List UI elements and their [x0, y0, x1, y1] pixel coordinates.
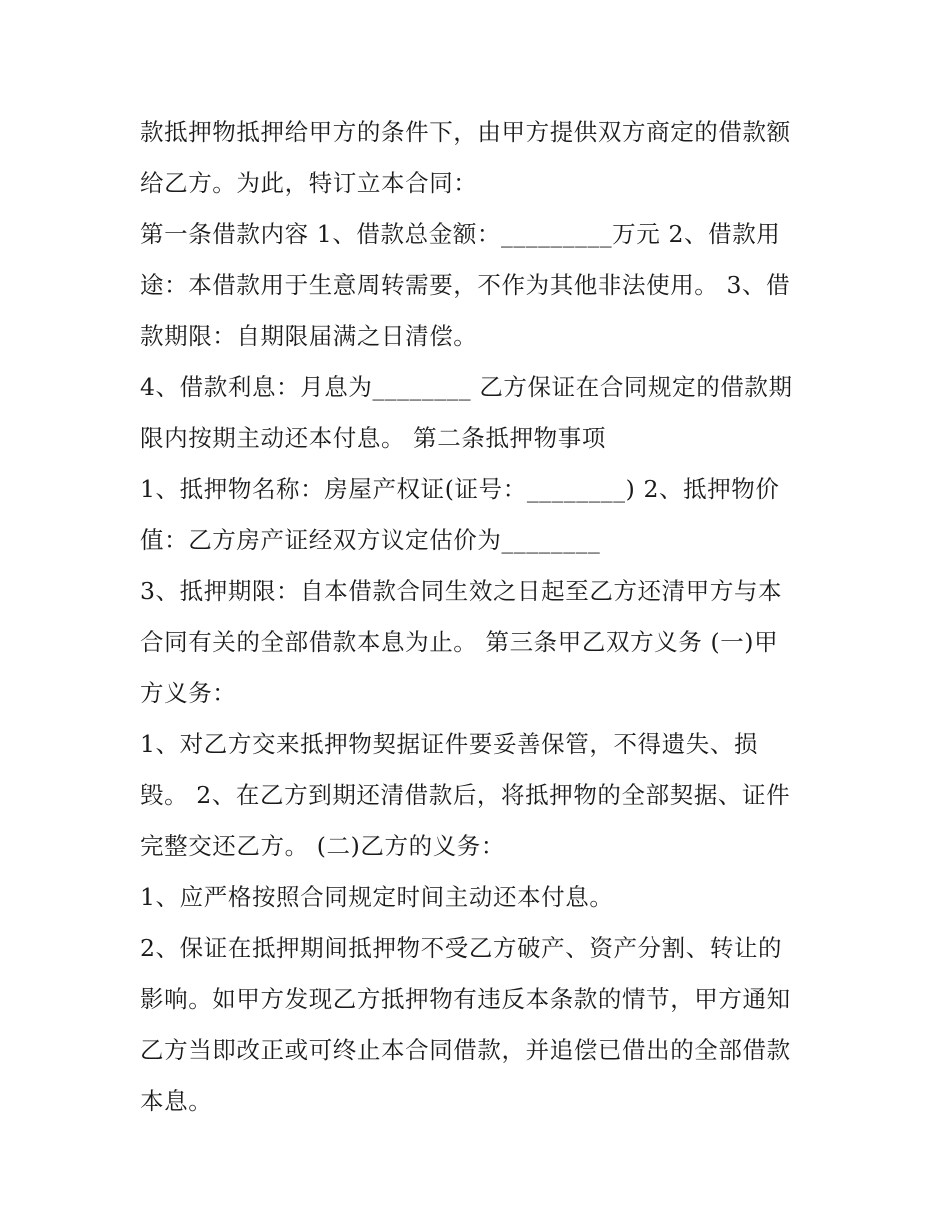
- text-line-1: 款抵押物抵押给甲方的条件下，由甲方提供双方商定的借款额: [140, 118, 791, 146]
- text-line-7: 限内按期主动还本付息。 第二条抵押物事项: [140, 424, 606, 452]
- text-line-9: 值：乙方房产证经双方议定估价为________: [140, 526, 601, 554]
- text-line-5: 款期限：自期限届满之日清偿。: [140, 322, 478, 350]
- text-line-19: 乙方当即改正或可终止本合同借款，并追偿已借出的全部借款: [140, 1036, 791, 1064]
- text-line-20: 本息。: [140, 1087, 213, 1115]
- text-line-15: 完整交还乙方。 (二)乙方的义务：: [140, 832, 506, 860]
- text-line-2: 给乙方。为此，特订立本合同：: [140, 169, 478, 197]
- text-line-6: 4、借款利息：月息为________ 乙方保证在合同规定的借款期: [140, 373, 793, 401]
- text-line-16: 1、应严格按照合同规定时间主动还本付息。: [140, 883, 614, 911]
- text-line-12: 方义务：: [140, 679, 237, 707]
- text-line-18: 影响。如甲方发现乙方抵押物有违反本条款的情节，甲方通知: [140, 985, 791, 1013]
- text-line-14: 毁。 2、在乙方到期还清借款后，将抵押物的全部契据、证件: [140, 781, 791, 809]
- text-line-3: 第一条借款内容 1、借款总金额：_________万元 2、借款用: [140, 220, 781, 248]
- text-line-8: 1、抵押物名称：房屋产权证(证号：________) 2、抵押物价: [140, 475, 780, 503]
- text-line-10: 3、抵押期限：自本借款合同生效之日起至乙方还清甲方与本: [140, 577, 783, 605]
- text-line-13: 1、对乙方交来抵押物契据证件要妥善保管，不得遗失、损: [140, 730, 759, 758]
- text-line-4: 途：本借款用于生意周转需要，不作为其他非法使用。 3、借: [140, 271, 791, 299]
- text-line-11: 合同有关的全部借款本息为止。 第三条甲乙双方义务 (一)甲: [140, 628, 779, 656]
- text-line-17: 2、保证在抵押期间抵押物不受乙方破产、资产分割、转让的: [140, 934, 783, 962]
- contract-text-body: [140, 107, 820, 1127]
